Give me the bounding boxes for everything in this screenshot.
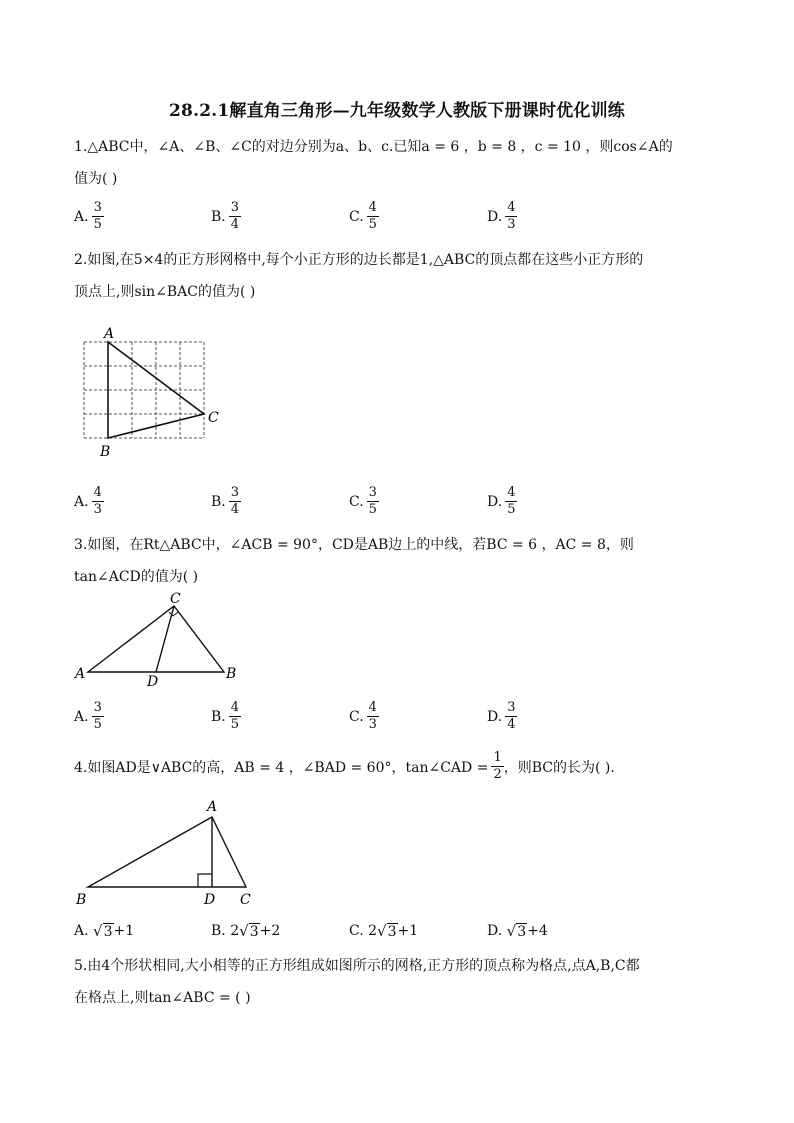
q3-triangle-abc [88,606,224,672]
q5-stem-line2: 在格点上,则tan∠ABC = ( ) [74,990,251,1006]
q1-option-c[interactable]: C. $\frac{4}{5}$ [349,200,377,232]
q3-stem-line1: 3.如图，在Rt△ABC中，∠ACB = 90°，CD是AB边上的中线，若BC = 6 ，AC = 8，则 [74,537,634,553]
q3-option-d[interactable]: D. $\frac{3}{4}$ [487,700,516,732]
q4-right-angle-mark [198,874,212,887]
q4-stem-line1 [74,750,615,783]
q2-label-c: C [208,410,219,426]
q2-grid-figure [70,322,240,462]
q4-triangle-figure [70,795,270,910]
q2-option-c[interactable]: C. $\frac{3}{5}$ [349,485,377,517]
q3-stem-line2: tan∠ACD的值为( ) [74,569,199,585]
q4-option-a[interactable]: A. √3 +1 [74,922,135,940]
q1-stem-line2: 值为( ) [74,171,118,187]
q2-option-a[interactable]: A. $\frac{4}{3}$ [74,485,102,517]
page-title: 28.2.1解直角三角形—九年级数学人教版下册课时优化训练 [169,101,625,121]
q4-stem-fraction: $\frac{1}{2}$ [493,750,502,782]
q2-label-b: B [100,444,111,460]
q4-triangle-abc [88,817,246,887]
q3-label-b: B [226,666,237,682]
q4-stem-part2: ，则BC的长为( ). [503,759,615,776]
q3-right-angle-mark [169,612,178,616]
q2-option-d[interactable]: D. $\frac{4}{5}$ [487,485,516,517]
q4-label-c: C [240,892,251,908]
q3-triangle-figure [70,590,250,690]
q3-option-a[interactable]: A. $\frac{3}{5}$ [74,700,102,732]
q4-stem-part1: 4.如图AD是∨ABC的高，AB = 4 ，∠BAD = 60°，tan∠CAD = [74,759,489,776]
q3-label-a: A [75,666,86,682]
q4-label-d: D [204,892,216,908]
q2-stem-line2: 顶点上,则sin∠BAC的值为( ) [74,284,256,300]
q3-option-b[interactable]: B. $\frac{4}{5}$ [211,700,240,732]
q3-label-c: C [170,591,181,607]
q4-label-a: A [207,799,218,815]
q2-option-b[interactable]: B. $\frac{3}{4}$ [211,485,240,517]
q4-option-d[interactable]: D. √3 +4 [487,922,548,940]
q1-option-b[interactable]: B. $\frac{3}{4}$ [211,200,240,232]
q1-option-d[interactable]: D. $\frac{4}{3}$ [487,200,516,232]
q1-option-a[interactable]: A. $\frac{3}{5}$ [74,200,102,232]
q2-grid [84,342,204,438]
q4-option-b[interactable]: B. 2 √3 +2 [211,922,281,940]
q3-median-cd [156,606,174,672]
q1-stem-line1: 1.△ABC中，∠A、∠B、∠C的对边分别为a、b、c.已知a = 6 ，b = 8 ，c = 10 ，则cos∠A的 [74,139,673,155]
q2-label-a: A [104,326,115,342]
q5-stem-line1: 5.由4个形状相同,大小相等的正方形组成如图所示的网格,正方形的顶点称为格点,点A,B,C都 [74,958,640,974]
q3-option-c[interactable]: C. $\frac{4}{3}$ [349,700,377,732]
q3-label-d: D [147,674,159,690]
q4-label-b: B [76,892,87,908]
q2-stem-line1: 2.如图,在5×4的正方形网格中,每个小正方形的边长都是1,△ABC的顶点都在这些小正方形的 [74,252,644,268]
q4-option-c[interactable]: C. 2 √3 +1 [349,922,419,940]
